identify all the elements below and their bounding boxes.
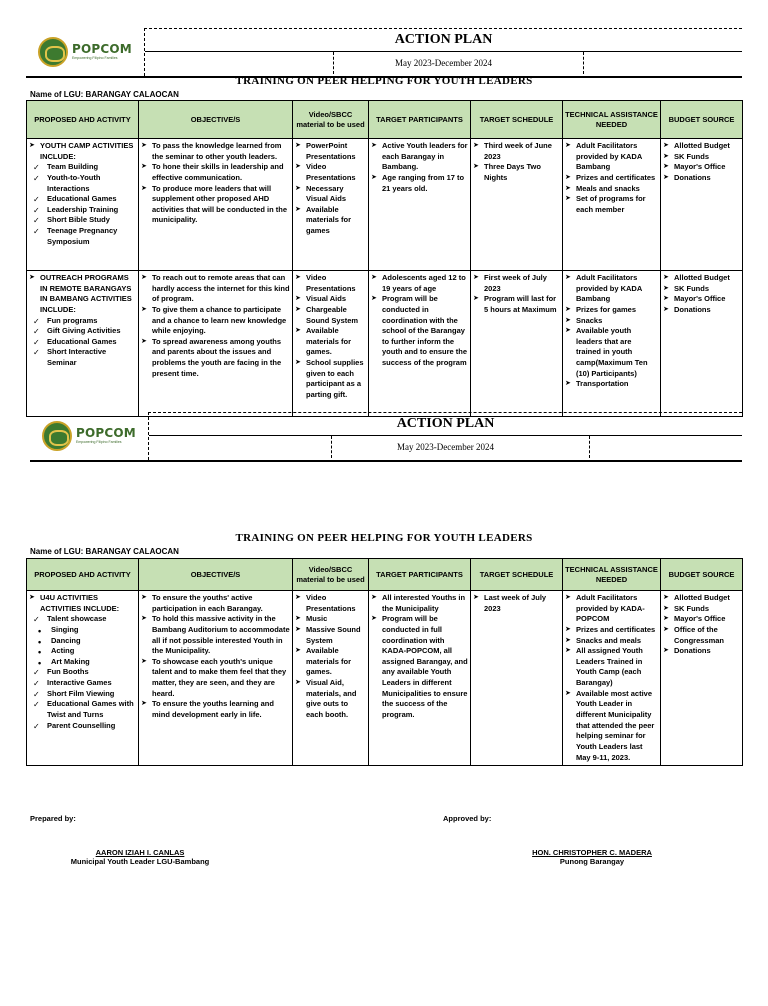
list-item: ➤ Necessary Visual Aids [295, 184, 366, 205]
column-header: TARGET PARTICIPANTS [369, 101, 471, 139]
list-item: ➤ Snacks [565, 316, 658, 327]
list-item: ➤ Program will last for 5 hours at Maximum [473, 294, 560, 315]
participants-cell [369, 591, 471, 766]
column-header: OBJECTIVE/S [139, 559, 293, 591]
divider [583, 52, 584, 74]
budget-cell [661, 591, 743, 766]
logo-brand: POPCOM [72, 42, 132, 57]
list-item: • Acting [29, 646, 136, 657]
list-item: ✓ Educational Games [29, 194, 136, 205]
objectives-cell [139, 591, 293, 766]
lgu-name: Name of LGU: BARANGAY CALAOCAN [30, 90, 179, 99]
participants-cell [369, 139, 471, 271]
preparer-role: Municipal Youth Leader LGU-Bambang [70, 857, 210, 866]
list-item: ➤ Mayor's Office [663, 614, 740, 625]
list-item: ➤ Set of programs for each member [565, 194, 658, 215]
list-item: ➤ Program will be conducted in coordination with the school of the Barangay to further inform the youth and to ensure the success of the program [371, 294, 468, 368]
list-item: ➤ Visual Aid, materials, and give outs to each booth. [295, 678, 366, 721]
table-row [27, 271, 743, 417]
list-item: ✓ Fun programs [29, 316, 136, 327]
list-item: ➤ Active Youth leaders for each Barangay in Bambang. [371, 141, 468, 173]
list-item: ✓ Short Interactive Seminar [29, 347, 136, 368]
budget-cell [661, 139, 743, 271]
list-item: ➤ Adult Facilitators provided by KADA-POPCOM [565, 593, 658, 625]
list-item: ➤ Donations [663, 646, 740, 657]
objectives-cell [139, 271, 293, 417]
list-item: ➤ SK Funds [663, 284, 740, 295]
list-item: ➤ Donations [663, 173, 740, 184]
list-item: • Art Making [29, 657, 136, 668]
action-plan-table [26, 100, 743, 417]
list-item: ✓ Talent showcase [29, 614, 136, 625]
approver-role: Punong Barangay [559, 857, 625, 866]
list-item: ✓ Youth-to-Youth Interactions [29, 173, 136, 194]
lgu-name: Name of LGU: BARANGAY CALAOCAN [30, 547, 179, 556]
column-header: Video/SBCC material to be used [293, 101, 369, 139]
column-header: TECHNICAL ASSISTANCE NEEDED [563, 559, 661, 591]
list-item: ✓ Educational Games with Twist and Turns [29, 699, 136, 720]
popcom-emblem-icon [38, 37, 68, 67]
date-range-text: May 2023-December 2024 [395, 58, 492, 68]
table-row [27, 139, 743, 271]
page-header [26, 28, 742, 78]
list-item: ➤ SK Funds [663, 604, 740, 615]
column-header: Video/SBCC material to be used [293, 559, 369, 591]
column-header: TARGET SCHEDULE [471, 559, 563, 591]
preparer-signature-block [40, 848, 240, 866]
list-item: ➤ Donations [663, 305, 740, 316]
list-item: ➤ Meals and snacks [565, 184, 658, 195]
objectives-cell [139, 139, 293, 271]
budget-cell [661, 271, 743, 417]
approver-name: HON. CHRISTOPHER C. MADERA [532, 848, 652, 857]
list-item: ✓ Fun Booths [29, 667, 136, 678]
list-item: ➤ Available materials for games. [295, 646, 366, 678]
list-item: ➤ To ensure the youths learning and mind development early in life. [141, 699, 290, 720]
assistance-cell [563, 591, 661, 766]
participants-cell [369, 271, 471, 417]
divider [331, 436, 332, 458]
list-item: • Singing [29, 625, 136, 636]
list-item: ➤ Video Presentations [295, 162, 366, 183]
list-item: ➤ Prizes and certificates [565, 173, 658, 184]
list-item: ➤ Visual Aids [295, 294, 366, 305]
materials-cell [293, 591, 369, 766]
divider [589, 436, 590, 458]
list-item: ➤ Prizes for games [565, 305, 658, 316]
list-item: ➤ Massive Sound System [295, 625, 366, 646]
list-item: ➤ Mayor's Office [663, 294, 740, 305]
list-item: ➤ Office of the Congressman [663, 625, 740, 646]
list-item: ➤ To hold this massive activity in the Bambang Auditorium to accommodate all if not possible interested Youth in the Municipality. [141, 614, 290, 657]
column-header: PROPOSED AHD ACTIVITY [27, 559, 139, 591]
materials-cell [293, 139, 369, 271]
list-item: ➤ Age ranging from 17 to 21 years old. [371, 173, 468, 194]
popcom-logo [26, 28, 144, 76]
divider [333, 52, 334, 74]
list-item: ➤ Transportation [565, 379, 658, 390]
list-item: ✓ Leadership Training [29, 205, 136, 216]
list-item: ➤ Adult Facilitators provided by KADA Bambang [565, 141, 658, 173]
schedule-cell [471, 139, 563, 271]
list-item: ➤ To produce more leaders that will supplement other proposed AHD activities that will be conducted in the municipality. [141, 184, 290, 227]
list-item: ➤ Adolescents aged 12 to 19 years of age [371, 273, 468, 294]
list-item: ➤ Last week of July 2023 [473, 593, 560, 614]
list-item: ➤ To give them a chance to participate and a chance to learn new knowledge while enjoying. [141, 305, 290, 337]
list-item: ➤ School supplies given to each participant as a parting gift. [295, 358, 366, 401]
list-item: ➤ Program will be conducted in full coordination with KADA-POPCOM, all assigned Barangay, and any available Youth Leaders in different Municipalities to ensure the success of the program. [371, 614, 468, 720]
assistance-cell [563, 139, 661, 271]
list-item: ➤ To ensure the youths' active participation in each Barangay. [141, 593, 290, 614]
logo-tagline: Empowering Filipino Families [76, 440, 122, 445]
list-item: ✓ Teenage Pregnancy Symposium [29, 226, 136, 247]
table-row [27, 591, 743, 766]
list-item: ➤ Allotted Budget [663, 141, 740, 152]
list-item: ➤ Third week of June 2023 [473, 141, 560, 162]
page-header [30, 412, 742, 462]
list-item: • Dancing [29, 636, 136, 647]
preparer-name: AARON IZIAH I. CANLAS [95, 848, 185, 857]
popcom-logo [30, 412, 148, 460]
approver-signature-block [512, 848, 672, 866]
list-item: ➤ Adult Facilitators provided by KADA Bambang [565, 273, 658, 305]
table-header-row [27, 559, 743, 591]
activity-title: ➤ U4U ACTIVITIES ACTIVITIES INCLUDE: [29, 593, 136, 614]
activity-title: ➤ YOUTH CAMP ACTIVITIES INCLUDE: [29, 141, 136, 162]
list-item: ➤ SK Funds [663, 152, 740, 163]
column-header: TARGET SCHEDULE [471, 101, 563, 139]
list-item: ➤ Three Days Two Nights [473, 162, 560, 183]
prepared-by-label: Prepared by: [30, 814, 76, 823]
activity-cell [27, 139, 139, 271]
activity-cell [27, 271, 139, 417]
list-item: ➤ First week of July 2023 [473, 273, 560, 294]
list-item: ➤ To showcase each youth's unique talent and to make them feel that they matter, they are seen, and they are heard. [141, 657, 290, 700]
list-item: ➤ To hone their skills in leadership and effective communication. [141, 162, 290, 183]
list-item: ➤ Available materials for games. [295, 326, 366, 358]
list-item: ✓ Parent Counselling [29, 721, 136, 732]
list-item: ➤ Allotted Budget [663, 273, 740, 284]
popcom-emblem-icon [42, 421, 72, 451]
list-item: ➤ Chargeable Sound System [295, 305, 366, 326]
list-item: ➤ Allotted Budget [663, 593, 740, 604]
assistance-cell [563, 271, 661, 417]
list-item: ➤ Music [295, 614, 366, 625]
list-item: ✓ Team Building [29, 162, 136, 173]
list-item: ✓ Short Film Viewing [29, 689, 136, 700]
column-header: BUDGET SOURCE [661, 559, 743, 591]
list-item: ➤ To reach out to remote areas that can hardly access the internet for this kind of program. [141, 273, 290, 305]
column-header: BUDGET SOURCE [661, 101, 743, 139]
document-title: ACTION PLAN [149, 413, 742, 436]
activity-title: ➤ OUTREACH PROGRAMS IN REMOTE BARANGAYS IN BAMBANG ACTIVITIES INCLUDE: [29, 273, 136, 316]
list-item: ✓ Gift Giving Activities [29, 326, 136, 337]
list-item: ➤ Available materials for games [295, 205, 366, 237]
list-item: ➤ Video Presentations [295, 593, 366, 614]
list-item: ➤ Snacks and meals [565, 636, 658, 647]
list-item: ➤ Available most active Youth Leader in different Municipality that attended the peer helping seminar for Youth Leaders last May 9-11, 2023. [565, 689, 658, 763]
document-title: ACTION PLAN [145, 29, 742, 52]
list-item: ➤ To pass the knowledge learned from the seminar to other youth leaders. [141, 141, 290, 162]
date-range [149, 436, 742, 458]
schedule-cell [471, 271, 563, 417]
date-range-text: May 2023-December 2024 [397, 442, 494, 452]
list-item: ➤ Mayor's Office [663, 162, 740, 173]
list-item: ✓ Interactive Games [29, 678, 136, 689]
logo-brand: POPCOM [76, 426, 136, 441]
action-plan-table [26, 558, 743, 766]
table-header-row [27, 101, 743, 139]
column-header: PROPOSED AHD ACTIVITY [27, 101, 139, 139]
date-range [145, 52, 742, 74]
list-item: ➤ All interested Youths in the Municipality [371, 593, 468, 614]
materials-cell [293, 271, 369, 417]
list-item: ➤ Video Presentations [295, 273, 366, 294]
list-item: ➤ PowerPoint Presentations [295, 141, 366, 162]
schedule-cell [471, 591, 563, 766]
plan-subtitle: TRAINING ON PEER HELPING FOR YOUTH LEADERS [235, 75, 533, 87]
logo-tagline: Empowering Filipino Families [72, 56, 118, 61]
approved-by-label: Approved by: [443, 814, 492, 823]
column-header: TECHNICAL ASSISTANCE NEEDED [563, 101, 661, 139]
list-item: ✓ Short Bible Study [29, 215, 136, 226]
list-item: ➤ Prizes and certificates [565, 625, 658, 636]
list-item: ➤ To spread awareness among youths and parents about the issues and problems the youth are facing in the present time. [141, 337, 290, 380]
plan-subtitle: TRAINING ON PEER HELPING FOR YOUTH LEADERS [235, 532, 533, 544]
list-item: ➤ Available youth leaders that are trained in youth camp(Maximum Ten (10) Participants) [565, 326, 658, 379]
column-header: TARGET PARTICIPANTS [369, 559, 471, 591]
activity-cell [27, 591, 139, 766]
list-item: ➤ All assigned Youth Leaders Trained in Youth Camp (each Barangay) [565, 646, 658, 689]
column-header: OBJECTIVE/S [139, 101, 293, 139]
list-item: ✓ Educational Games [29, 337, 136, 348]
